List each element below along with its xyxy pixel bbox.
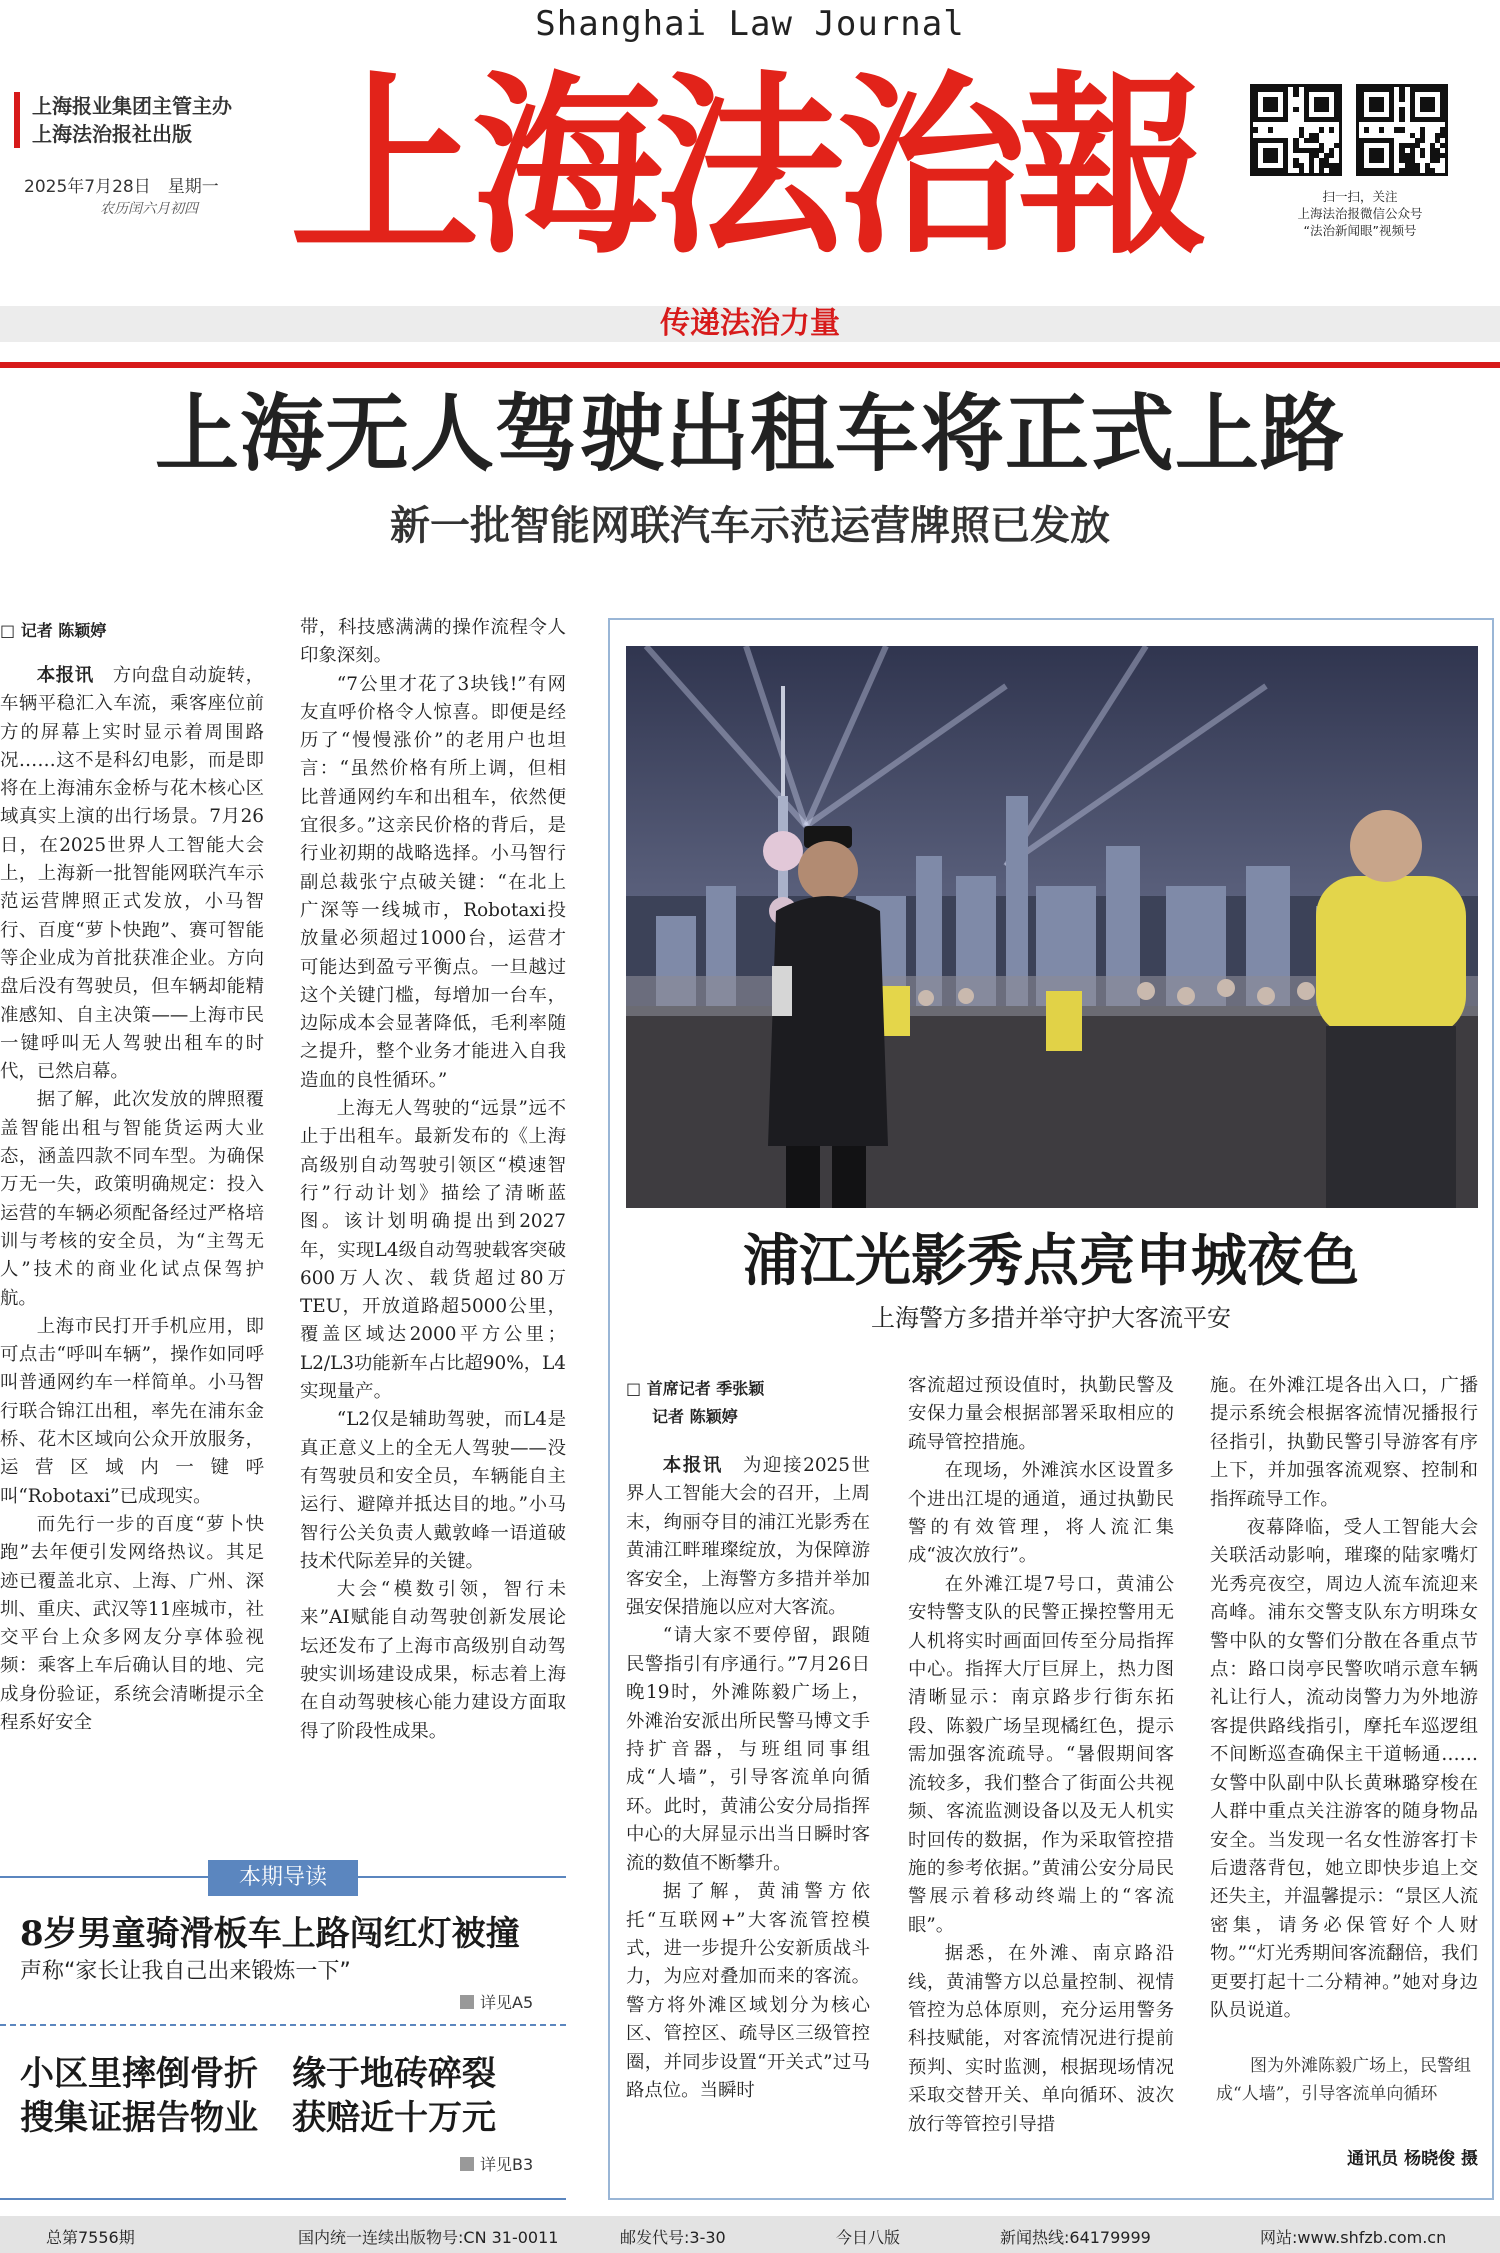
slogan: 传递法治力量 <box>660 306 840 341</box>
footer-cn: 国内统一连续出版物号:CN 31-0011 <box>298 2228 559 2247</box>
feature-column-2 <box>908 1372 1174 2172</box>
paragraph: 据了解，黄浦警方依托“互联网+”大客流管控模式，进一步提升公安新质战斗力，为应对叠加而来的客流。警方将外滩区域划分为核心区、管控区、疏导区三级管控圈，并同步设置“开关式”过马路点位。当瞬时 <box>626 1881 870 2101</box>
preview-item-1-title[interactable]: 8岁男童骑滑板车上路闯红灯被撞 <box>20 1914 520 1954</box>
qr-caption-1: 扫一扫，关注 <box>1322 189 1398 204</box>
lead-headline[interactable]: 上海无人驾驶出租车将正式上路 <box>154 384 1345 483</box>
wechat-qr-code-icon[interactable] <box>1250 84 1342 176</box>
preview-item-2-title[interactable] <box>20 2052 496 2140</box>
feature-byline-1: □ 首席记者 季张颖 <box>626 1379 765 1398</box>
paragraph: 大会“模数引领，智行未来”AI赋能自动驾驶创新发展论坛还发布了上海市高级别自动驾驶实训场建设成果，标志着上海在自动驾驶核心能力建设方面取得了阶段性成果。 <box>300 1579 566 1742</box>
preview-item-1-subtitle: 声称“家长让我自己出来锻炼一下” <box>20 1959 351 1984</box>
feature-subtitle: 上海警方多措并举守护大客流平安 <box>871 1304 1231 1332</box>
footer-postal: 邮发代号:3-30 <box>620 2228 726 2247</box>
square-bullet-icon <box>460 2157 474 2171</box>
publisher-line-1: 上海报业集团主管主办 <box>32 94 232 118</box>
preview-item-2-line-1: 小区里摔倒骨折 缘于地砖碎裂 <box>20 2054 496 2094</box>
footer-issue: 总第7556期 <box>46 2228 135 2247</box>
paragraph: 本报讯 为迎接2025世界人工智能大会的召开，上周末，绚丽夺目的浦江光影秀在黄浦江畔璀璨绽放，为保障游客安全，上海警方多措并举加强安保措施以应对大客流。 <box>626 1455 870 1619</box>
preview-item-1-see: 详见A5 <box>480 1993 534 2012</box>
publisher-info <box>14 92 232 148</box>
paragraph: 上海市民打开手机应用，即可点击“呼叫车辆”，操作如同呼叫普通网约车一样简单。小马智行联合锦江出租，率先在浦东金桥、花木区域向公众开放服务，运营区域内一键呼叫“Robotaxi”已成现实。 <box>0 1315 264 1507</box>
preview-divider <box>0 2024 566 2026</box>
footer-bar <box>0 2216 1500 2253</box>
paragraph: 夜幕降临，受人工智能大会关联活动影响，璀璨的陆家嘴灯光秀亮夜空，周边人流车流迎来高峰。浦东交警支队东方明珠女警中队的女警们分散在各重点节点：路口岗亭民警吹哨示意车辆礼让行人，流动岗警力为外地游客提供路线指引，摩托车巡逻组不间断巡查确保主干道畅通……女警中队副中队长黄琳璐穿梭在人群中重点关注游客的随身物品安全。当发现一名女性游客打卡后遗落背包，她立即快步追上交还失主，并温馨提示：“景区人流密集，请务必保管好个人财物。”“灯光秀期间客流翻倍，我们更要打起十二分精神。”她对身边队员说道。 <box>1210 1517 1478 2021</box>
lead-column-1 <box>0 662 264 1838</box>
paragraph: 在外滩江堤7号口，黄浦公安特警支队的民警正操控警用无人机将实时画面回传至分局指挥中心。指挥大厅巨屏上，热力图清晰显示：南京路步行街东拓段、陈毅广场呈现橘红色，提示需加强客流疏导。“暑假期间客流较多，我们整合了街面公共视频、客流监测设备以及无人机实时回传的数据，作为采取管控措施的参考依据。”黄浦公安分局民警展示着移动终端上的“客流眼”。 <box>908 1573 1174 1936</box>
footer-pages: 今日八版 <box>836 2228 901 2247</box>
lead-byline: □ 记者 陈颖婷 <box>0 621 107 640</box>
feature-photo[interactable] <box>626 646 1478 1208</box>
photo-credit: 通讯员 杨晓俊 摄 <box>1347 2149 1478 2169</box>
paragraph: 客流超过预设值时，执勤民警及安保力量会根据部署采取相应的疏导管控措施。 <box>908 1375 1174 1453</box>
header-divider <box>0 362 1500 368</box>
footer-hotline: 新闻热线:64179999 <box>1000 2228 1151 2247</box>
footer-web[interactable]: 网站:www.shfzb.com.cn <box>1260 2228 1447 2247</box>
preview-item-1-link[interactable] <box>460 1990 533 2013</box>
square-bullet-icon <box>460 1995 474 2009</box>
paragraph: “L2仅是辅助驾驶，而L4是真正意义上的全无人驾驶——没有驾驶员和安全员，车辆能自主运行、避障并抵达目的地。”小马智行公关负责人戴敦峰一语道破技术代际差异的关键。 <box>300 1409 566 1572</box>
dateline: 本报讯 <box>36 665 94 686</box>
video-qr-code-icon[interactable] <box>1356 84 1448 176</box>
preview-item-2-link[interactable] <box>460 2152 533 2175</box>
bund-night-photo-icon <box>626 646 1478 1208</box>
publisher-line-2: 上海法治报社出版 <box>32 122 192 146</box>
issue-date: 2025年7月28日 星期一 <box>24 177 219 197</box>
feature-column-1 <box>626 1452 870 2172</box>
paragraph: 在现场，外滩滨水区设置多个进出江堤的通道，通过执勤民警的有效管理，将人流汇集成“波次放行”。 <box>908 1460 1174 1567</box>
paragraph: 据了解，此次发放的牌照覆盖智能出租与智能货运两大业态，涵盖四款不同车型。为确保万无一失，政策明确规定：投入运营的车辆必须配备经过严格培训与考核的安全员，为“主驾无人”技术的商业化试点保驾护航。 <box>0 1089 264 1309</box>
lead-subheadline: 新一批智能网联汽车示范运营牌照已发放 <box>390 503 1110 549</box>
feature-column-3 <box>1210 1372 1478 2042</box>
dateline: 本报讯 <box>662 1455 723 1476</box>
paragraph: 施。在外滩江堤各出入口，广播提示系统会根据客流情况播报行径指引，执勤民警引导游客有序上下，并加强客流观察、控制和指挥疏导工作。 <box>1210 1375 1478 1510</box>
lunar-date: 农历闰六月初四 <box>100 201 198 217</box>
preview-tab[interactable]: 本期导读 <box>208 1860 358 1896</box>
qr-caption-3: “法治新闻眼”视频号 <box>1303 223 1417 238</box>
preview-item-2-see: 详见B3 <box>480 2155 534 2174</box>
qr-caption-2: 上海法治报微信公众号 <box>1297 206 1423 221</box>
paragraph: “请大家不要停留，跟随民警指引有序通行。”7月26日晚19时，外滩陈毅广场上，外滩治安派出所民警马博文手持扩音器，与班组同事组成“人墙”，引导客流单向循环。此时，黄浦公安分局指挥中心的大屏显示出当日瞬时客流的数值不断攀升。 <box>626 1625 870 1874</box>
paragraph: 据悉，在外滩、南京路沿线，黄浦警方以总量控制、视情管控为总体原则，充分运用警务科技赋能，对客流情况进行提前预判、实时监测，根据现场情况采取交替开关、单向循环、波次放行等管控引导措 <box>908 1943 1174 2135</box>
feature-title[interactable]: 浦江光影秀点亮申城夜色 <box>743 1228 1359 1294</box>
paragraph: “7公里才花了3块钱!”有网友直呼价格令人惊喜。即便是经历了“慢慢涨价”的老用户也坦言：“虽然价格有所上调，但相比普通网约车和出租车，依然便宜很多。”这亲民价格的背后，是行业初期的战略选择。小马智行副总裁张宁点破关键：“在北上广深等一线城市，Robotaxi投放量必须超过1000台，运营才可能达到盈亏平衡点。一旦越过这个关键门槛，每增加一台车，边际成本会显著降低，毛利率随之提升，整个业务才能进入自我造血的良性循环。” <box>300 673 566 1091</box>
qr-caption <box>1250 188 1470 239</box>
paragraph: 而先行一步的百度“萝卜快跑”去年便引发网络热议。其足迹已覆盖北京、上海、广州、深圳、重庆、武汉等11座城市，社交平台上众多网友分享体验视频：乘客上车后确认目的地、完成身份验证，系统会清晰提示全程系好安全 <box>0 1513 264 1733</box>
english-masthead: Shanghai Law Journal <box>535 4 965 44</box>
lead-column-2 <box>300 614 566 1794</box>
paragraph: 上海无人驾驶的“远景”远不止于出租车。最新发布的《上海高级别自动驾驶引领区“模速智行”行动计划》描绘了清晰蓝图。该计划明确提出到2027年，实现L4级自动驾驶载客突破600万人次、载货超过80万TEU，开放道路超5000公里，覆盖区域达2000平方公里；L2/L3功能新车占比超90%，L4实现量产。 <box>300 1098 566 1403</box>
paragraph: 带，科技感满满的操作流程令人印象深刻。 <box>300 617 566 667</box>
feature-byline-2: 记者 陈颖婷 <box>652 1407 738 1426</box>
newspaper-masthead-logo: 上海法治報 <box>290 52 1201 281</box>
paragraph: 本报讯 方向盘自动旋转，车辆平稳汇入车流，乘客座位前方的屏幕上实时显示着周围路况……这不是科幻电影，而是即将在上海浦东金桥与花木核心区域真实上演的出行场景。7月26日，在2025世界人工智能大会上，上海新一批智能网联汽车示范运营牌照正式发放，小马智行、百度“萝卜快跑”、赛可智能等企业成为首批获准企业。方向盘后没有驾驶员，但车辆却能精准感知、自主决策——上海市民一键呼叫无人驾驶出租车的时代，已然启幕。 <box>0 665 264 1083</box>
preview-item-2-line-2: 搜集证据告物业 获赔近十万元 <box>20 2098 496 2138</box>
photo-caption: 图为外滩陈毅广场上，民警组成“人墙”，引导客流单向循环 <box>1216 2056 1471 2104</box>
